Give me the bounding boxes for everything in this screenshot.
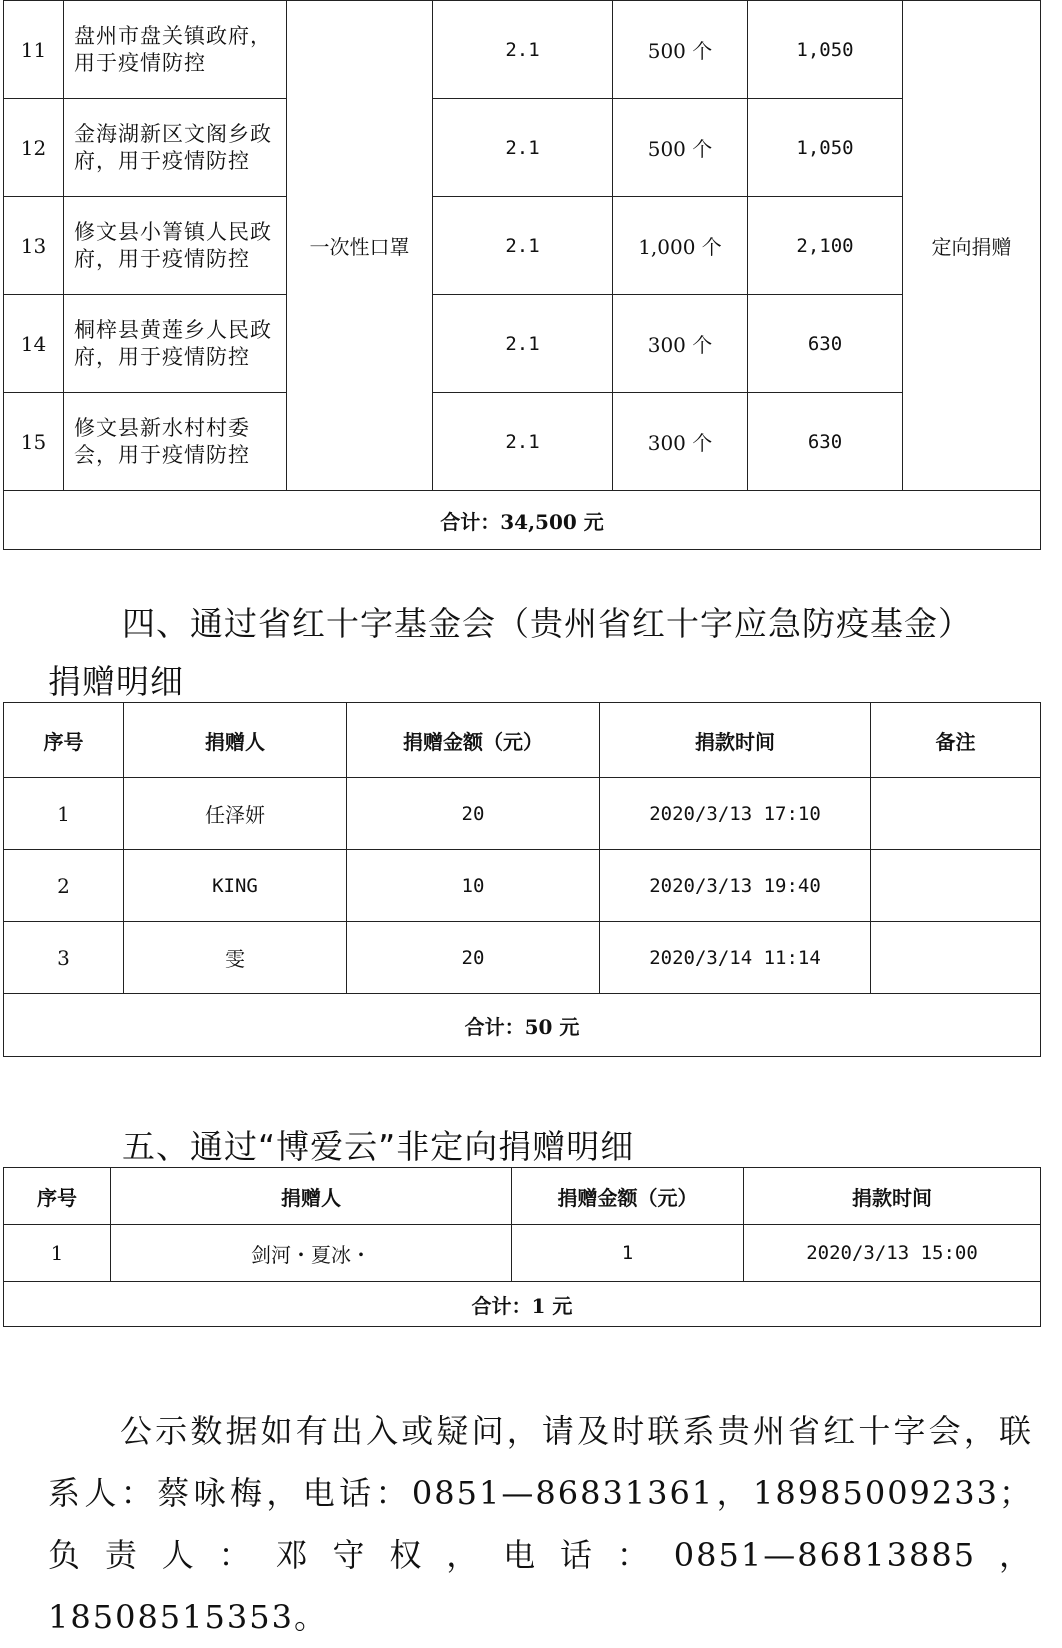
section4-title-continued: 捐赠明细: [48, 662, 184, 701]
note-cell: [871, 850, 1041, 922]
row-number: 11: [4, 1, 64, 99]
amount-cell: 20: [347, 922, 600, 994]
table-row: [4, 1, 1041, 99]
table-header-row: [4, 703, 1041, 778]
row-number: 15: [4, 393, 64, 491]
amount-cell: 630: [748, 295, 903, 393]
row-number: 1: [4, 778, 124, 850]
contact-notice: 公示数据如有出入或疑问，请及时联系贵州省红十字会，联系人：蔡咏梅，电话：0851—86831361，18985009233；负责人：邓守权，电话：0851—86813885，18508515353。: [48, 1412, 1033, 1636]
boaiyun-donation-table: [3, 1167, 1041, 1327]
amount-cell: 1: [512, 1225, 744, 1282]
header-amount: 捐赠金额（元）: [512, 1168, 744, 1225]
amount-cell: 20: [347, 778, 600, 850]
total-row: [4, 994, 1041, 1057]
row-number: 1: [4, 1225, 111, 1282]
header-note: 备注: [871, 703, 1041, 778]
total-row: [4, 491, 1041, 550]
total-row: [4, 1282, 1041, 1327]
row-number: 12: [4, 99, 64, 197]
table-row: [4, 295, 1041, 393]
quantity-cell: 500 个: [613, 1, 748, 99]
section5-title: 五、通过“博爱云”非定向捐赠明细: [122, 1127, 635, 1166]
total-cell: 合计：34,500 元: [4, 491, 1041, 550]
table-row: [4, 197, 1041, 295]
row-number: 3: [4, 922, 124, 994]
header-donor: 捐赠人: [111, 1168, 512, 1225]
total-cell: 合计：50 元: [4, 994, 1041, 1057]
recipient-cell: 金海湖新区文阁乡政府，用于疫情防控: [64, 99, 287, 197]
table-row: [4, 99, 1041, 197]
time-cell: 2020/3/13 19:40: [600, 850, 871, 922]
quantity-cell: 500 个: [613, 99, 748, 197]
recipient-cell: 桐梓县黄莲乡人民政府，用于疫情防控: [64, 295, 287, 393]
note-cell: [871, 778, 1041, 850]
item-cell: 一次性口罩: [287, 1, 433, 491]
unit-price-cell: 2.1: [433, 197, 613, 295]
quantity-cell: 300 个: [613, 295, 748, 393]
remark-cell: 定向捐赠: [903, 1, 1041, 491]
header-number: 序号: [4, 1168, 111, 1225]
time-cell: 2020/3/13 15:00: [744, 1225, 1041, 1282]
amount-cell: 10: [347, 850, 600, 922]
amount-cell: 630: [748, 393, 903, 491]
row-number: 2: [4, 850, 124, 922]
table-row: [4, 393, 1041, 491]
row-number: 13: [4, 197, 64, 295]
donor-cell: 剑河・夏冰・: [111, 1225, 512, 1282]
amount-cell: 1,050: [748, 1, 903, 99]
unit-price-cell: 2.1: [433, 99, 613, 197]
amount-cell: 2,100: [748, 197, 903, 295]
header-amount: 捐赠金额（元）: [347, 703, 600, 778]
header-donor: 捐赠人: [124, 703, 347, 778]
table-row: [4, 778, 1041, 850]
donation-table-continued: [3, 0, 1041, 550]
table-header-row: [4, 1168, 1041, 1225]
time-cell: 2020/3/13 17:10: [600, 778, 871, 850]
recipient-cell: 修文县小箐镇人民政府，用于疫情防控: [64, 197, 287, 295]
header-time: 捐款时间: [600, 703, 871, 778]
unit-price-cell: 2.1: [433, 393, 613, 491]
section4-title: 四、通过省红十字基金会（贵州省红十字应急防疫基金）: [122, 604, 972, 643]
donor-cell: KING: [124, 850, 347, 922]
unit-price-cell: 2.1: [433, 295, 613, 393]
amount-cell: 1,050: [748, 99, 903, 197]
quantity-cell: 1,000 个: [613, 197, 748, 295]
note-cell: [871, 922, 1041, 994]
table-row: [4, 850, 1041, 922]
header-number: 序号: [4, 703, 124, 778]
header-time: 捐款时间: [744, 1168, 1041, 1225]
recipient-cell: 盘州市盘关镇政府，用于疫情防控: [64, 1, 287, 99]
quantity-cell: 300 个: [613, 393, 748, 491]
recipient-cell: 修文县新水村村委会，用于疫情防控: [64, 393, 287, 491]
donor-cell: 雯: [124, 922, 347, 994]
time-cell: 2020/3/14 11:14: [600, 922, 871, 994]
donor-cell: 任泽妍: [124, 778, 347, 850]
total-cell: 合计：1 元: [4, 1282, 1041, 1327]
unit-price-cell: 2.1: [433, 1, 613, 99]
row-number: 14: [4, 295, 64, 393]
foundation-donation-table: [3, 702, 1041, 1057]
table-row: [4, 1225, 1041, 1282]
table-row: [4, 922, 1041, 994]
